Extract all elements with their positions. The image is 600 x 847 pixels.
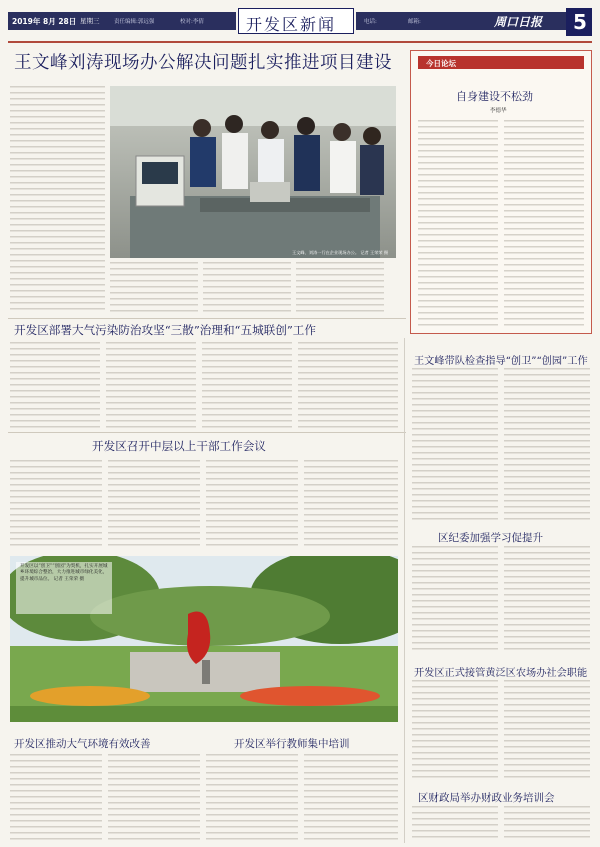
page-number: 5 [573, 10, 587, 34]
commentary-body-col1 [418, 120, 498, 326]
park-caption: 开发区以“创卫”“创园”为契机，扎实开展城乡环境综合整治，大力推进城市绿化美化，提升城市品位。 记者 王荣荣 摄 [20, 564, 108, 582]
checker-credit: 校对:李倩 [180, 19, 204, 25]
commentary-body-col2 [504, 120, 584, 326]
inspection-body-col1 [412, 368, 498, 524]
cadre-body-col3 [206, 460, 298, 550]
lead-body-col4 [296, 262, 384, 314]
pollution-body-col4 [298, 342, 398, 428]
cadre-body-col1 [10, 460, 102, 550]
cadre-rule [8, 432, 406, 433]
finance-body-col1 [412, 806, 498, 842]
section-title: 开发区新闻 [246, 15, 337, 34]
finance-body-col2 [504, 806, 590, 842]
inspection-body-col2 [504, 368, 590, 524]
commentary-tag: 今日论坛 [426, 59, 456, 68]
contact-phone: 电话: [364, 19, 377, 25]
pollution-body-col1 [10, 342, 100, 428]
editor-credit: 责任编辑:郭远强 [114, 19, 155, 25]
masthead-rule [8, 41, 592, 43]
contact-email: 邮箱: [408, 19, 421, 25]
commentary-title: 自身建设不松劲 [456, 90, 533, 103]
agri-headline: 开发区正式接管黄泛区农场办社会职能 [414, 668, 588, 679]
finance-headline: 区财政局举办财政业务培训会 [418, 792, 555, 804]
pollution-headline: 开发区部署大气污染防治攻坚“三散”治理和“五城联创”工作 [14, 323, 316, 337]
teacher-headline: 开发区举行教师集中培训 [234, 738, 350, 750]
commentary-author: 李德华 [490, 108, 507, 114]
teacher-body-col2 [304, 754, 398, 842]
lead-body-col3 [203, 262, 291, 314]
inspection-headline: 王文峰带队检查指导“创卫”“创园”工作 [414, 356, 588, 367]
cadre-body-col4 [304, 460, 398, 550]
lead-body-col1 [10, 86, 105, 314]
air-quality-body-col1 [10, 754, 102, 842]
issue-weekday: 星期三 [80, 17, 100, 25]
lead-headline: 王文峰刘涛现场办公解决问题扎实推进项目建设 [14, 53, 392, 73]
cadre-headline: 开发区召开中层以上干部工作会议 [92, 439, 266, 453]
agri-body-col1 [412, 680, 498, 782]
pollution-body-col3 [202, 342, 292, 428]
air-quality-body-col2 [108, 754, 200, 842]
lead-photo [110, 86, 396, 258]
agri-body-col2 [504, 680, 590, 782]
masthead [0, 0, 600, 44]
discipline-body-col1 [412, 546, 498, 652]
right-column-rule [404, 338, 405, 843]
discipline-body-col2 [504, 546, 590, 652]
lead-bottom-rule [8, 318, 406, 319]
paper-name: 周口日报 [494, 15, 543, 29]
issue-date: 2019年 8月 28日 [12, 17, 77, 26]
cadre-body-col2 [108, 460, 200, 550]
lead-body-col2 [110, 262, 198, 314]
teacher-body-col1 [206, 754, 298, 842]
pollution-body-col2 [106, 342, 196, 428]
lead-photo-caption: 王文峰、刘涛一行在企业现场办公。 记者 王荣荣 摄 [292, 250, 389, 255]
discipline-headline: 区纪委加强学习促提升 [438, 532, 543, 544]
air-quality-headline: 开发区推动大气环境有效改善 [14, 738, 151, 750]
